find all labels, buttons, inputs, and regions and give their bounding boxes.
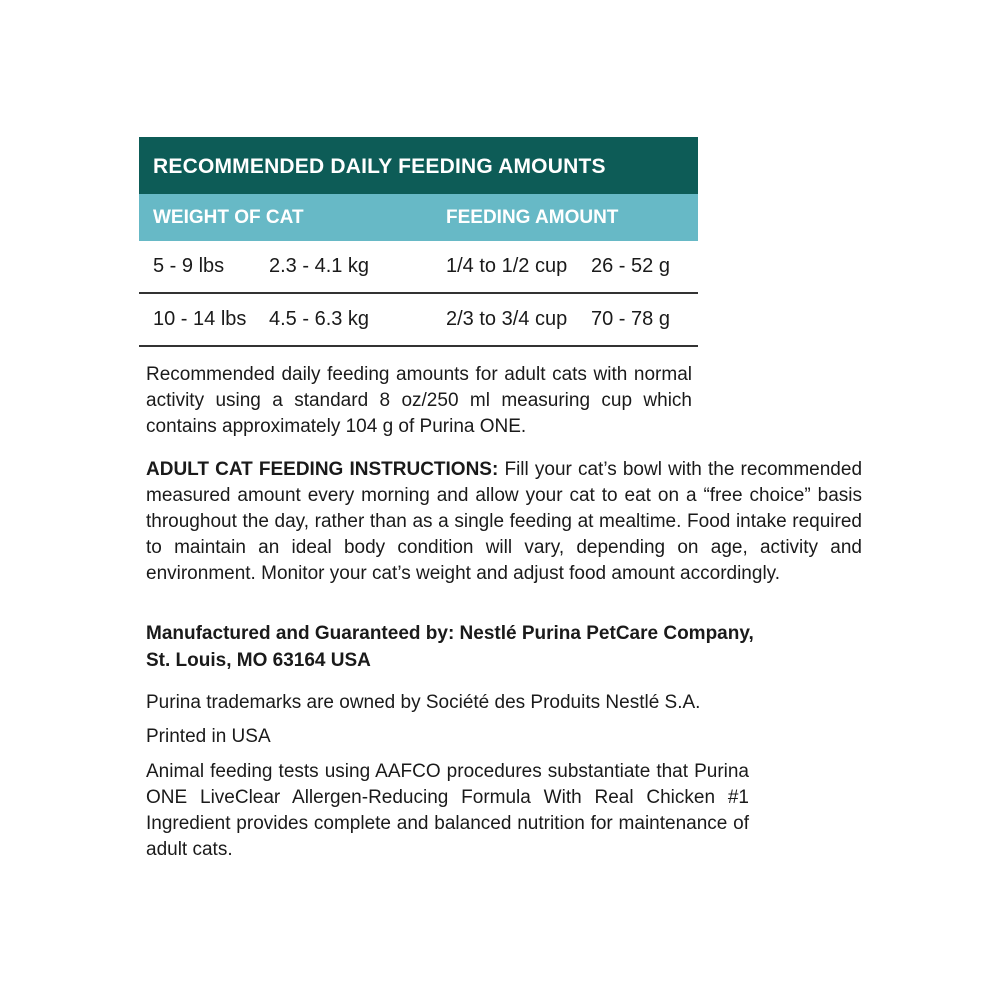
feeding-table [139, 137, 698, 347]
cell-weight-lbs: 5 - 9 lbs [153, 255, 225, 277]
feeding-instructions [146, 457, 862, 587]
trademarks-notice: Purina trademarks are owned by Société des Produits Nestlé S.A. [146, 692, 701, 713]
header-feeding-amount: FEEDING AMOUNT [446, 206, 619, 228]
manufacturer-line-2: St. Louis, MO 63164 USA [146, 650, 371, 671]
printed-in-notice: Printed in USA [146, 726, 271, 747]
manufacturer-line-1: Manufactured and Guaranteed by: Nestlé Purina PetCare Company, [146, 623, 754, 644]
instructions-body: Fill your cat’s bowl with the recommended measured amount every morning and allow your cat to eat on a “free choice” basis throughout the day, rather than as a single feeding at mealtime. Food intake required to maintain an ideal body condition will vary, depending on age, activity and environment. Monitor your cat’s weight and adjust food amount accordingly. [146, 459, 863, 584]
feeding-note: Recommended daily feeding amounts for adult cats with normal activity using a standard 8 oz/250 ml measuring cup which contains approximately 104 g of Purina ONE. [146, 364, 692, 437]
table-header [139, 194, 698, 241]
table-row [139, 294, 698, 347]
cell-weight-lbs: 10 - 14 lbs [153, 308, 247, 330]
manufacturer-info [146, 620, 754, 674]
cell-amount-cups: 1/4 to 1/2 cup [446, 255, 568, 277]
table-row [139, 241, 698, 294]
cell-amount-grams: 26 - 52 g [591, 255, 670, 277]
header-weight-of-cat: WEIGHT OF CAT [153, 206, 304, 228]
instructions-heading: ADULT CAT FEEDING INSTRUCTIONS: [146, 459, 499, 480]
aafco-statement: Animal feeding tests using AAFCO procedures substantiate that Purina ONE LiveClear Allergen-Reducing Formula With Real Chicken #1 Ingredient provides complete and balanced nutrition for maintenance of adult cats. [146, 761, 749, 860]
cell-amount-cups: 2/3 to 3/4 cup [446, 308, 568, 330]
cell-weight-kg: 4.5 - 6.3 kg [269, 308, 370, 330]
table-title: RECOMMENDED DAILY FEEDING AMOUNTS [139, 137, 698, 194]
cell-amount-grams: 70 - 78 g [591, 308, 670, 330]
cell-weight-kg: 2.3 - 4.1 kg [269, 255, 370, 277]
